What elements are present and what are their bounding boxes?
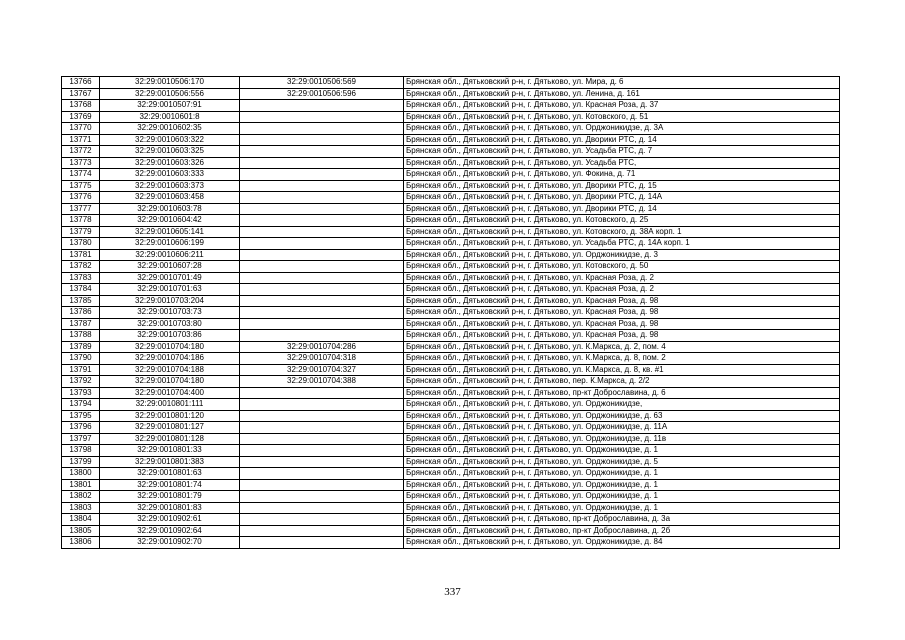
parent-cadastral-number-cell: 32:29:0010506:596: [240, 88, 404, 100]
table-row: [62, 284, 840, 296]
table-row: [62, 525, 840, 537]
cadastral-number-cell: 32:29:0010703:86: [100, 330, 240, 342]
row-number-cell: 13768: [62, 100, 100, 112]
row-number-cell: 13781: [62, 249, 100, 261]
row-number-cell: 13784: [62, 284, 100, 296]
cadastral-number-cell: 32:29:0010606:211: [100, 249, 240, 261]
cadastral-number-cell: 32:29:0010703:204: [100, 295, 240, 307]
cadastral-number-cell: 32:29:0010704:188: [100, 364, 240, 376]
address-cell: Брянская обл., Дятьковский р-н, г. Дятьково, ул. Ленина, д. 161: [404, 88, 840, 100]
address-cell: Брянская обл., Дятьковский р-н, г. Дятьково, ул. Орджоникидзе, д. 11А: [404, 422, 840, 434]
parent-cadastral-number-cell: [240, 284, 404, 296]
parent-cadastral-number-cell: 32:29:0010506:569: [240, 77, 404, 89]
address-cell: Брянская обл., Дятьковский р-н, г. Дятьково, ул. Орджоникидзе, д. 3: [404, 249, 840, 261]
parent-cadastral-number-cell: [240, 318, 404, 330]
cadastral-number-cell: 32:29:0010603:458: [100, 192, 240, 204]
parent-cadastral-number-cell: [240, 249, 404, 261]
table-row: [62, 238, 840, 250]
parent-cadastral-number-cell: [240, 123, 404, 135]
cadastral-number-cell: 32:29:0010801:383: [100, 456, 240, 468]
address-cell: Брянская обл., Дятьковский р-н, г. Дятьково, ул. Дворики РТС, д. 14А: [404, 192, 840, 204]
parent-cadastral-number-cell: [240, 422, 404, 434]
row-number-cell: 13798: [62, 445, 100, 457]
cadastral-number-cell: 32:29:0010801:63: [100, 468, 240, 480]
registry-body: [62, 77, 840, 549]
address-cell: Брянская обл., Дятьковский р-н, г. Дятьково, ул. Орджоникидзе, д. 1: [404, 468, 840, 480]
address-cell: Брянская обл., Дятьковский р-н, г. Дятьково, ул. Орджоникидзе, д. 1: [404, 491, 840, 503]
table-row: [62, 100, 840, 112]
table-row: [62, 111, 840, 123]
parent-cadastral-number-cell: 32:29:0010704:286: [240, 341, 404, 353]
table-row: [62, 307, 840, 319]
address-cell: Брянская обл., Дятьковский р-н, г. Дятьково, ул. Красная Роза, д. 98: [404, 318, 840, 330]
cadastral-number-cell: 32:29:0010704:400: [100, 387, 240, 399]
table-row: [62, 249, 840, 261]
address-cell: Брянская обл., Дятьковский р-н, г. Дятьково, ул. Фокина, д. 71: [404, 169, 840, 181]
address-cell: Брянская обл., Дятьковский р-н, г. Дятьково, ул. Красная Роза, д. 98: [404, 330, 840, 342]
address-cell: Брянская обл., Дятьковский р-н, г. Дятьково, пер. К.Маркса, д. 2/2: [404, 376, 840, 388]
table-row: [62, 468, 840, 480]
row-number-cell: 13780: [62, 238, 100, 250]
address-cell: Брянская обл., Дятьковский р-н, г. Дятьково, ул. Орджоникидзе, д. 63: [404, 410, 840, 422]
cadastral-number-cell: 32:29:0010704:180: [100, 376, 240, 388]
cadastral-number-cell: 32:29:0010801:79: [100, 491, 240, 503]
address-cell: Брянская обл., Дятьковский р-н, г. Дятьково, ул. Красная Роза, д. 2: [404, 272, 840, 284]
row-number-cell: 13802: [62, 491, 100, 503]
cadastral-number-cell: 32:29:0010603:322: [100, 134, 240, 146]
row-number-cell: 13777: [62, 203, 100, 215]
table-row: [62, 537, 840, 549]
registry-table: [61, 76, 840, 549]
row-number-cell: 13789: [62, 341, 100, 353]
table-row: [62, 502, 840, 514]
row-number-cell: 13776: [62, 192, 100, 204]
parent-cadastral-number-cell: [240, 111, 404, 123]
parent-cadastral-number-cell: 32:29:0010704:388: [240, 376, 404, 388]
table-row: [62, 261, 840, 273]
row-number-cell: 13782: [62, 261, 100, 273]
parent-cadastral-number-cell: [240, 399, 404, 411]
table-row: [62, 226, 840, 238]
cadastral-number-cell: 32:29:0010507:91: [100, 100, 240, 112]
address-cell: Брянская обл., Дятьковский р-н, г. Дятьково, ул. Котовского, д. 38А корп. 1: [404, 226, 840, 238]
cadastral-number-cell: 32:29:0010701:63: [100, 284, 240, 296]
parent-cadastral-number-cell: [240, 192, 404, 204]
address-cell: Брянская обл., Дятьковский р-н, г. Дятьково, ул. Дворики РТС, д. 14: [404, 203, 840, 215]
row-number-cell: 13786: [62, 307, 100, 319]
row-number-cell: 13794: [62, 399, 100, 411]
table-row: [62, 157, 840, 169]
row-number-cell: 13799: [62, 456, 100, 468]
cadastral-number-cell: 32:29:0010605:141: [100, 226, 240, 238]
row-number-cell: 13805: [62, 525, 100, 537]
table-row: [62, 272, 840, 284]
table-row: [62, 376, 840, 388]
address-cell: Брянская обл., Дятьковский р-н, г. Дятьково, ул. Орджоникидзе, д. 1: [404, 479, 840, 491]
address-cell: Брянская обл., Дятьковский р-н, г. Дятьково, ул. Усадьба РТС, д. 7: [404, 146, 840, 158]
cadastral-number-cell: 32:29:0010506:170: [100, 77, 240, 89]
row-number-cell: 13775: [62, 180, 100, 192]
cadastral-number-cell: 32:29:0010602:35: [100, 123, 240, 135]
cadastral-number-cell: 32:29:0010604:42: [100, 215, 240, 227]
parent-cadastral-number-cell: [240, 330, 404, 342]
row-number-cell: 13773: [62, 157, 100, 169]
cadastral-number-cell: 32:29:0010801:128: [100, 433, 240, 445]
address-cell: Брянская обл., Дятьковский р-н, г. Дятьково, ул. Красная Роза, д. 2: [404, 284, 840, 296]
parent-cadastral-number-cell: [240, 502, 404, 514]
parent-cadastral-number-cell: [240, 387, 404, 399]
row-number-cell: 13772: [62, 146, 100, 158]
parent-cadastral-number-cell: [240, 169, 404, 181]
table-row: [62, 77, 840, 89]
page-number: 337: [444, 586, 461, 598]
parent-cadastral-number-cell: [240, 514, 404, 526]
address-cell: Брянская обл., Дятьковский р-н, г. Дятьково, ул. К.Маркса, д. 8, пом. 2: [404, 353, 840, 365]
row-number-cell: 13795: [62, 410, 100, 422]
parent-cadastral-number-cell: [240, 180, 404, 192]
parent-cadastral-number-cell: [240, 238, 404, 250]
address-cell: Брянская обл., Дятьковский р-н, г. Дятьково, ул. Орджоникидзе, д. 3А: [404, 123, 840, 135]
cadastral-number-cell: 32:29:0010701:49: [100, 272, 240, 284]
table-row: [62, 203, 840, 215]
row-number-cell: 13774: [62, 169, 100, 181]
table-row: [62, 123, 840, 135]
address-cell: Брянская обл., Дятьковский р-н, г. Дятьково, ул. Усадьба РТС, д. 14А корп. 1: [404, 238, 840, 250]
parent-cadastral-number-cell: [240, 203, 404, 215]
table-row: [62, 341, 840, 353]
cadastral-number-cell: 32:29:0010603:326: [100, 157, 240, 169]
cadastral-number-cell: 32:29:0010603:373: [100, 180, 240, 192]
address-cell: Брянская обл., Дятьковский р-н, г. Дятьково, ул. Орджоникидзе, д. 84: [404, 537, 840, 549]
table-row: [62, 491, 840, 503]
row-number-cell: 13779: [62, 226, 100, 238]
row-number-cell: 13801: [62, 479, 100, 491]
cadastral-number-cell: 32:29:0010704:180: [100, 341, 240, 353]
row-number-cell: 13788: [62, 330, 100, 342]
address-cell: Брянская обл., Дятьковский р-н, г. Дятьково, ул. Усадьба РТС,: [404, 157, 840, 169]
row-number-cell: 13790: [62, 353, 100, 365]
row-number-cell: 13800: [62, 468, 100, 480]
table-row: [62, 215, 840, 227]
parent-cadastral-number-cell: 32:29:0010704:327: [240, 364, 404, 376]
table-row: [62, 169, 840, 181]
cadastral-number-cell: 32:29:0010801:120: [100, 410, 240, 422]
table-row: [62, 180, 840, 192]
row-number-cell: 13767: [62, 88, 100, 100]
row-number-cell: 13783: [62, 272, 100, 284]
row-number-cell: 13770: [62, 123, 100, 135]
parent-cadastral-number-cell: [240, 134, 404, 146]
parent-cadastral-number-cell: [240, 433, 404, 445]
address-cell: Брянская обл., Дятьковский р-н, г. Дятьково, ул. Красная Роза, д. 98: [404, 295, 840, 307]
table-row: [62, 353, 840, 365]
parent-cadastral-number-cell: [240, 456, 404, 468]
table-row: [62, 146, 840, 158]
parent-cadastral-number-cell: [240, 100, 404, 112]
address-cell: Брянская обл., Дятьковский р-н, г. Дятьково, пр-кт Доброславина, д. 3а: [404, 514, 840, 526]
address-cell: Брянская обл., Дятьковский р-н, г. Дятьково, ул. Котовского, д. 50: [404, 261, 840, 273]
cadastral-number-cell: 32:29:0010603:333: [100, 169, 240, 181]
row-number-cell: 13787: [62, 318, 100, 330]
cadastral-number-cell: 32:29:0010704:186: [100, 353, 240, 365]
address-cell: Брянская обл., Дятьковский р-н, г. Дятьково, ул. Орджоникидзе,: [404, 399, 840, 411]
cadastral-number-cell: 32:29:0010801:127: [100, 422, 240, 434]
cadastral-number-cell: 32:29:0010506:556: [100, 88, 240, 100]
address-cell: Брянская обл., Дятьковский р-н, г. Дятьково, ул. К.Маркса, д. 8, кв. #1: [404, 364, 840, 376]
address-cell: Брянская обл., Дятьковский р-н, г. Дятьково, ул. К.Маркса, д. 2, пом. 4: [404, 341, 840, 353]
row-number-cell: 13769: [62, 111, 100, 123]
cadastral-number-cell: 32:29:0010603:78: [100, 203, 240, 215]
table-row: [62, 514, 840, 526]
row-number-cell: 13796: [62, 422, 100, 434]
table-row: [62, 318, 840, 330]
row-number-cell: 13803: [62, 502, 100, 514]
parent-cadastral-number-cell: [240, 295, 404, 307]
address-cell: Брянская обл., Дятьковский р-н, г. Дятьково, ул. Красная Роза, д. 37: [404, 100, 840, 112]
address-cell: Брянская обл., Дятьковский р-н, г. Дятьково, ул. Котовского, д. 51: [404, 111, 840, 123]
address-cell: Брянская обл., Дятьковский р-н, г. Дятьково, ул. Орджоникидзе, д. 1: [404, 445, 840, 457]
address-cell: Брянская обл., Дятьковский р-н, г. Дятьково, ул. Орджоникидзе, д. 5: [404, 456, 840, 468]
cadastral-number-cell: 32:29:0010801:33: [100, 445, 240, 457]
cadastral-number-cell: 32:29:0010703:80: [100, 318, 240, 330]
row-number-cell: 13785: [62, 295, 100, 307]
address-cell: Брянская обл., Дятьковский р-н, г. Дятьково, ул. Красная Роза, д. 98: [404, 307, 840, 319]
table-row: [62, 456, 840, 468]
row-number-cell: 13806: [62, 537, 100, 549]
address-cell: Брянская обл., Дятьковский р-н, г. Дятьково, ул. Дворики РТС, д. 14: [404, 134, 840, 146]
table-row: [62, 410, 840, 422]
cadastral-number-cell: 32:29:0010801:111: [100, 399, 240, 411]
cadastral-number-cell: 32:29:0010601:8: [100, 111, 240, 123]
table-row: [62, 445, 840, 457]
cadastral-number-cell: 32:29:0010606:199: [100, 238, 240, 250]
parent-cadastral-number-cell: [240, 479, 404, 491]
cadastral-number-cell: 32:29:0010603:325: [100, 146, 240, 158]
row-number-cell: 13791: [62, 364, 100, 376]
parent-cadastral-number-cell: [240, 215, 404, 227]
parent-cadastral-number-cell: [240, 491, 404, 503]
row-number-cell: 13766: [62, 77, 100, 89]
table-row: [62, 422, 840, 434]
row-number-cell: 13778: [62, 215, 100, 227]
row-number-cell: 13792: [62, 376, 100, 388]
address-cell: Брянская обл., Дятьковский р-н, г. Дятьково, ул. Дворики РТС, д. 15: [404, 180, 840, 192]
cadastral-number-cell: 32:29:0010902:61: [100, 514, 240, 526]
table-row: [62, 295, 840, 307]
table-row: [62, 479, 840, 491]
parent-cadastral-number-cell: 32:29:0010704:318: [240, 353, 404, 365]
address-cell: Брянская обл., Дятьковский р-н, г. Дятьково, ул. Котовского, д. 25: [404, 215, 840, 227]
address-cell: Брянская обл., Дятьковский р-н, г. Дятьково, пр-кт Доброславина, д. 2б: [404, 525, 840, 537]
address-cell: Брянская обл., Дятьковский р-н, г. Дятьково, ул. Орджоникидзе, д. 11в: [404, 433, 840, 445]
parent-cadastral-number-cell: [240, 537, 404, 549]
address-cell: Брянская обл., Дятьковский р-н, г. Дятьково, ул. Мира, д. 6: [404, 77, 840, 89]
row-number-cell: 13804: [62, 514, 100, 526]
table-row: [62, 134, 840, 146]
table-row: [62, 399, 840, 411]
table-row: [62, 330, 840, 342]
parent-cadastral-number-cell: [240, 226, 404, 238]
parent-cadastral-number-cell: [240, 146, 404, 158]
parent-cadastral-number-cell: [240, 445, 404, 457]
cadastral-number-cell: 32:29:0010801:83: [100, 502, 240, 514]
parent-cadastral-number-cell: [240, 525, 404, 537]
parent-cadastral-number-cell: [240, 272, 404, 284]
table-row: [62, 387, 840, 399]
address-cell: Брянская обл., Дятьковский р-н, г. Дятьково, ул. Орджоникидзе, д. 1: [404, 502, 840, 514]
address-cell: Брянская обл., Дятьковский р-н, г. Дятьково, пр-кт Доброславина, д. 6: [404, 387, 840, 399]
table-row: [62, 433, 840, 445]
table-row: [62, 364, 840, 376]
cadastral-number-cell: 32:29:0010902:70: [100, 537, 240, 549]
row-number-cell: 13793: [62, 387, 100, 399]
parent-cadastral-number-cell: [240, 468, 404, 480]
parent-cadastral-number-cell: [240, 307, 404, 319]
parent-cadastral-number-cell: [240, 261, 404, 273]
cadastral-number-cell: 32:29:0010902:64: [100, 525, 240, 537]
cadastral-number-cell: 32:29:0010607:28: [100, 261, 240, 273]
table-row: [62, 192, 840, 204]
row-number-cell: 13771: [62, 134, 100, 146]
parent-cadastral-number-cell: [240, 410, 404, 422]
cadastral-number-cell: 32:29:0010801:74: [100, 479, 240, 491]
parent-cadastral-number-cell: [240, 157, 404, 169]
row-number-cell: 13797: [62, 433, 100, 445]
table-row: [62, 88, 840, 100]
cadastral-number-cell: 32:29:0010703:73: [100, 307, 240, 319]
